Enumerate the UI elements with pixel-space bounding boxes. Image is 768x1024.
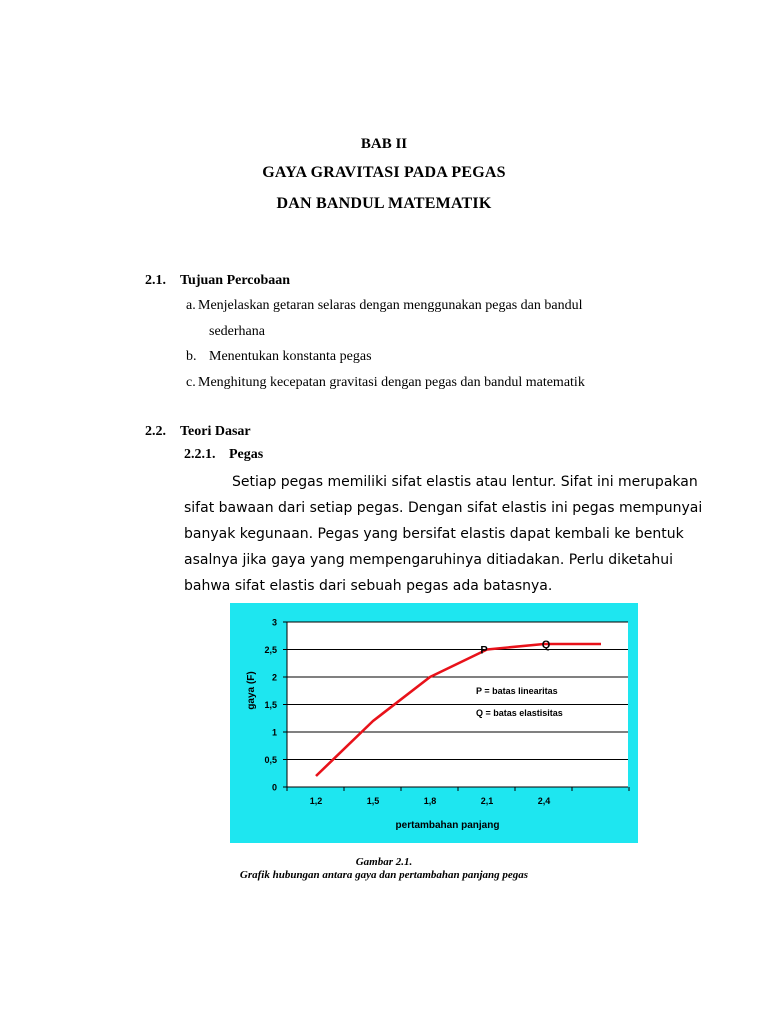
section-22-title: Teori Dasar (180, 424, 251, 439)
section-21-title: Tujuan Percobaan (180, 273, 291, 288)
point-label-q: Q (541, 639, 551, 651)
x-tick-label: 1,2 (309, 796, 323, 806)
y-tick-label: 0 (271, 782, 277, 793)
point-label-p: P (480, 644, 488, 657)
section-21-number: 2.1. (145, 273, 166, 288)
section-22-number: 2.2. (145, 424, 166, 439)
list-item-a-continuation: sederhana (209, 324, 265, 339)
x-tick-label: 1,8 (423, 796, 437, 806)
y-axis-title: gaya (F) (246, 671, 257, 710)
y-tick-label: 0,5 (264, 755, 277, 765)
paragraph-line-2: sifat bawaan dari setiap pegas. Dengan sifat elastis ini pegas mempunyai (184, 500, 703, 516)
list-item-c: Menghitung kecepatan gravitasi dengan pegas dan bandul matematik (198, 375, 585, 390)
list-item-b: Menentukan konstanta pegas (209, 349, 372, 364)
subsection-221-number: 2.2.1. (184, 447, 216, 462)
figure-caption: Grafik hubungan antara gaya dan pertambahan panjang pegas (239, 869, 529, 881)
subsection-221-title: Pegas (229, 447, 264, 462)
x-tick-label: 1,5 (366, 796, 380, 806)
paragraph-line-4: asalnya jika gaya yang mempengaruhinya ditiadakan. Perlu diketahui (184, 552, 674, 568)
list-item-a: Menjelaskan getaran selaras dengan menggunakan pegas dan bandul (198, 298, 583, 313)
pegas-paragraph (184, 469, 703, 599)
list-marker-c: c. (186, 375, 196, 390)
y-tick-label: 3 (271, 617, 277, 628)
x-axis-title: pertambahan panjang (395, 820, 500, 831)
figure-label: Gambar 2.1. (355, 856, 413, 868)
x-tick-label: 2,1 (480, 796, 494, 806)
y-tick-label: 2,5 (264, 645, 277, 655)
annotation-q: Q = batas elastisitas (476, 708, 563, 718)
annotation-p: P = batas linearitas (476, 686, 558, 696)
y-tick-label: 2 (271, 672, 277, 683)
paragraph-line-3: banyak kegunaan. Pegas yang bersifat elastis dapat kembali ke bentuk (184, 526, 684, 542)
chapter-title-line1: GAYA GRAVITASI PADA PEGAS (262, 164, 506, 181)
y-tick-label: 1 (271, 727, 277, 738)
paragraph-line-1: Setiap pegas memiliki sifat elastis atau lentur. Sifat ini merupakan (232, 474, 698, 490)
x-tick-label: 2,4 (537, 796, 551, 806)
list-marker-a: a. (186, 298, 196, 313)
chapter-label: BAB II (360, 136, 408, 152)
chapter-title-line2: DAN BANDUL MATEMATIK (276, 195, 492, 212)
y-tick-label: 1,5 (264, 700, 277, 710)
paragraph-line-5: bahwa sifat elastis dari sebuah pegas ada batasnya. (184, 578, 553, 594)
force-extension-chart (230, 603, 638, 843)
chart-svg (230, 603, 638, 843)
list-marker-b: b. (186, 349, 197, 364)
